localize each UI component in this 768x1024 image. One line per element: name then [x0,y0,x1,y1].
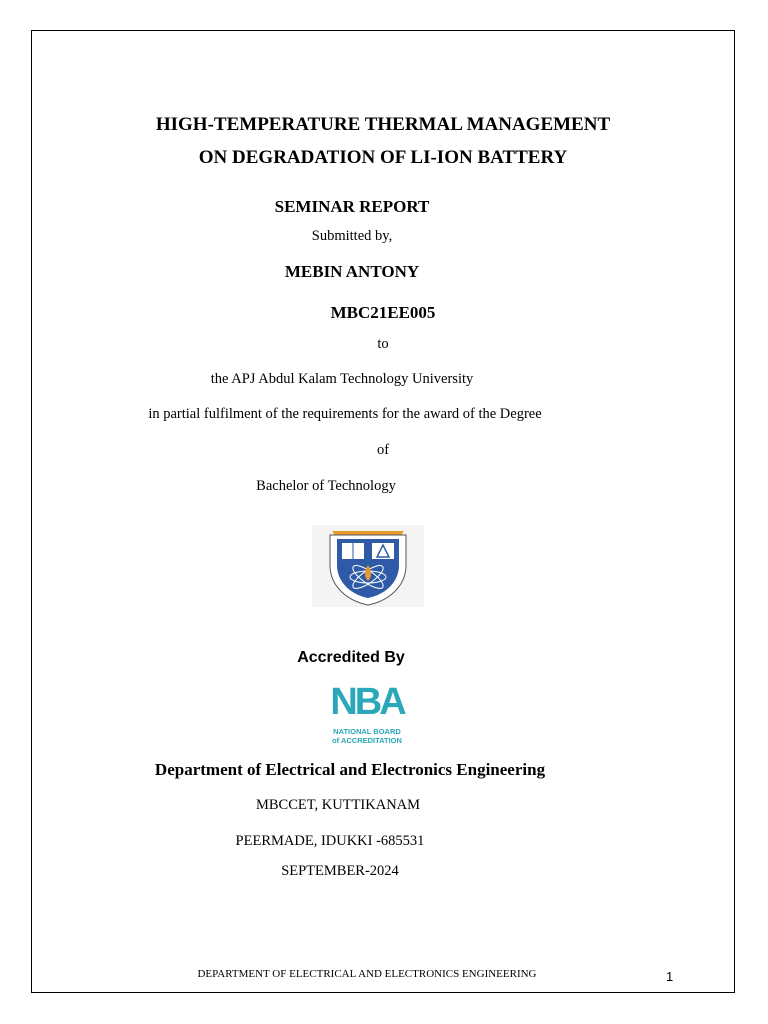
date: SEPTEMBER-2024 [281,863,399,879]
nba-logo-letters: NBA [330,681,404,723]
title-line-2: ON DEGRADATION OF LI-ION BATTERY [198,147,568,168]
to-text: to [377,336,389,352]
college-crest-logo [312,525,424,607]
page-number: 1 [666,969,674,984]
accredited-by: Accredited By [297,649,405,666]
degree: Bachelor of Technology [256,478,396,494]
footer [31,968,735,980]
department: Department of Electrical and Electronics Engineering [154,760,546,779]
register-number: MBC21EE005 [330,303,436,322]
purpose: in partial fulfilment of the requirements for the award of the Degree [148,406,542,422]
footer-text: DEPARTMENT OF ELECTRICAL AND ELECTRONICS ENGINEERING [197,968,537,980]
university: the APJ Abdul Kalam Technology University [210,371,474,387]
college: MBCCET, KUTTIKANAM [255,797,421,813]
of-text: of [376,442,390,458]
nba-logo-line-2: of ACCREDITATION [332,736,402,745]
student-name: MEBIN ANTONY [284,262,420,281]
title-line-1: HIGH-TEMPERATURE THERMAL MANAGEMENT [155,114,611,135]
submitted-by: Submitted by, [311,228,393,244]
nba-logo [322,682,412,748]
nba-logo-line-1: NATIONAL BOARD [333,727,401,736]
address: PEERMADE, IDUKKI -685531 [235,833,425,849]
report-type: SEMINAR REPORT [274,197,430,216]
